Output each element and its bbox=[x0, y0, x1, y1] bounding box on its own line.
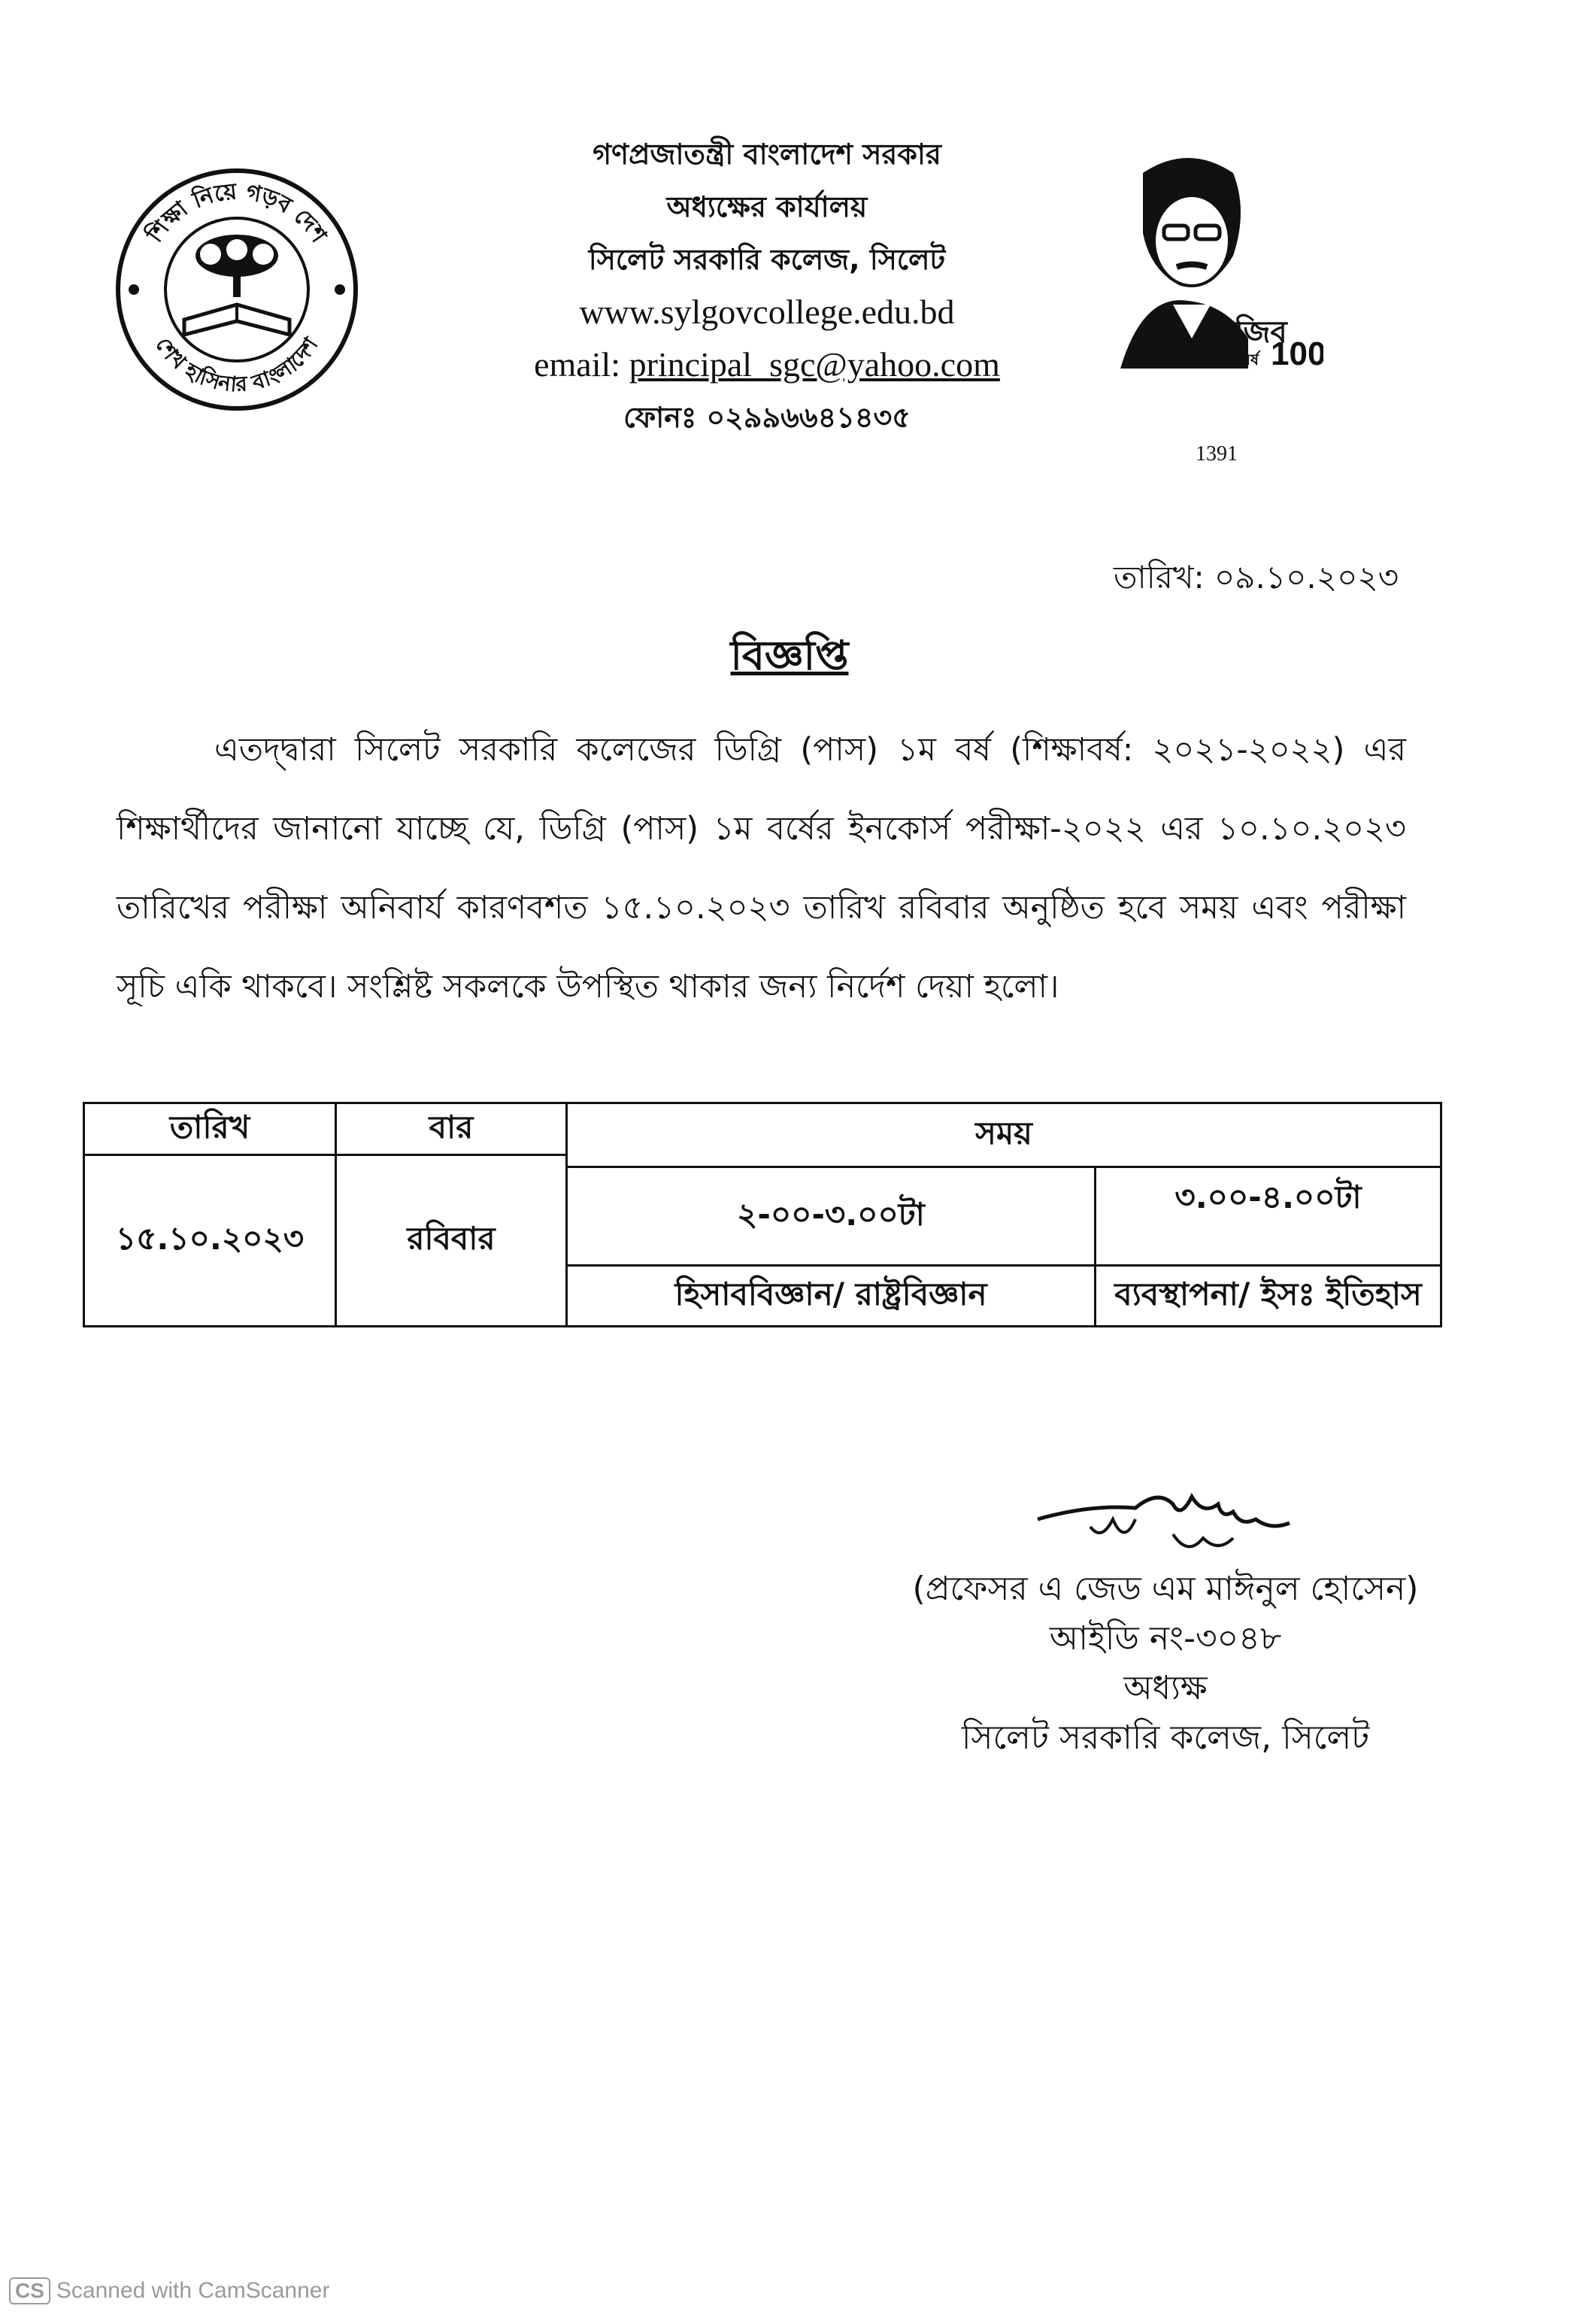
badge-sub: শতবর্ষ bbox=[1222, 350, 1259, 369]
signatory-id: আইডি নং-৩০৪৮ bbox=[1049, 1619, 1282, 1658]
cell-slot1-time: ২-০০-৩.০০টা bbox=[565, 1166, 1096, 1267]
cell-day: রবিবার bbox=[335, 1154, 568, 1327]
reference-number: 1391 bbox=[1196, 442, 1238, 466]
cell-slot1-subject: হিসাববিজ্ঞান/ রাষ্ট্রবিজ্ঞান bbox=[565, 1264, 1096, 1327]
principal-signature bbox=[1030, 1474, 1301, 1564]
signatory-institution: সিলেট সরকারি কলেজ, সিলেট bbox=[961, 1719, 1370, 1757]
phone-line: ফোনঃ ০২৯৯৬৬৪১৪৩৫ bbox=[623, 401, 911, 434]
cell-date: ১৫.১০.২০২৩ bbox=[83, 1154, 337, 1327]
notice-date: তারিখ: ০৯.১০.২০২৩ bbox=[1114, 559, 1399, 596]
exam-schedule-table bbox=[83, 1102, 1442, 1327]
cell-slot2-time: ৩.০০-৪.০০টা bbox=[1094, 1166, 1442, 1267]
notice-title: বিজ্ঞপ্তি bbox=[730, 632, 849, 679]
cs-badge: CS bbox=[9, 2277, 50, 2304]
camscanner-watermark bbox=[9, 2277, 329, 2304]
signatory-name: (প্রফেসর এ জেড এম মাঈনুল হোসেন) bbox=[912, 1570, 1419, 1608]
mujib-portrait-logo bbox=[1098, 143, 1323, 376]
govt-line: গণপ্রজাতন্ত্রী বাংলাদেশ সরকার bbox=[593, 138, 941, 171]
logo-bottom-text: শেখ হাসিনার বাংলাদেশ bbox=[150, 332, 323, 397]
email-label: email: bbox=[534, 345, 629, 384]
letterhead bbox=[421, 128, 1113, 444]
notice-body: এতদ্দ্বারা সিলেট সরকারি কলেজের ডিগ্রি (পাস) ১ম বর্ষ (শিক্ষাবর্ষ: ২০২১-২০২২) এর শিক্ষার্থীদের জানানো যাচ্ছে যে, ডিগ্রি (পাস) ১ম বর্ষের ইনকোর্স পরীক্ষা-২০২২ এর ১০.১০.২০২৩ তারিখের পরীক্ষা অনিবার্য কারণবশত ১৫.১০.২০২৩ তারিখ রবিবার অনুষ্ঠিত হবে সময় এবং পরীক্ষা সূচি একি থাকবে। সংশ্লিষ্ট সকলকে উপস্থিত থাকার জন্য নির্দেশ দেয়া হলো। bbox=[117, 731, 1406, 1006]
logo-top-text: শিক্ষা নিয়ে গড়ব দেশ bbox=[141, 178, 332, 248]
college-line: সিলেট সরকারি কলেজ, সিলেট bbox=[588, 243, 946, 276]
badge-number: 100 bbox=[1271, 335, 1323, 372]
college-logo bbox=[113, 165, 361, 414]
scanner-text: Scanned with CamScanner bbox=[56, 2278, 330, 2303]
email-link[interactable]: principal_sgc@yahoo.com bbox=[629, 345, 1000, 384]
header-time: সময় bbox=[565, 1102, 1442, 1168]
svg-text:শেখ হাসিনার বাংলাদেশ bbox=[150, 332, 323, 397]
cell-slot2-subject: ব্যবস্থাপনা/ ইসঃ ইতিহাস bbox=[1094, 1264, 1442, 1327]
email-line bbox=[421, 338, 1113, 391]
website-link[interactable]: www.sylgovcollege.edu.bd bbox=[579, 293, 955, 331]
header-day: বার bbox=[335, 1102, 568, 1156]
signatory-designation: অধ্যক্ষ bbox=[1123, 1669, 1208, 1707]
office-line: অধ্যক্ষের কার্যালয় bbox=[666, 190, 868, 223]
signatory-block bbox=[865, 1564, 1466, 1763]
header-date: তারিখ bbox=[83, 1102, 337, 1156]
badge-text: মুজিব bbox=[1218, 315, 1287, 350]
